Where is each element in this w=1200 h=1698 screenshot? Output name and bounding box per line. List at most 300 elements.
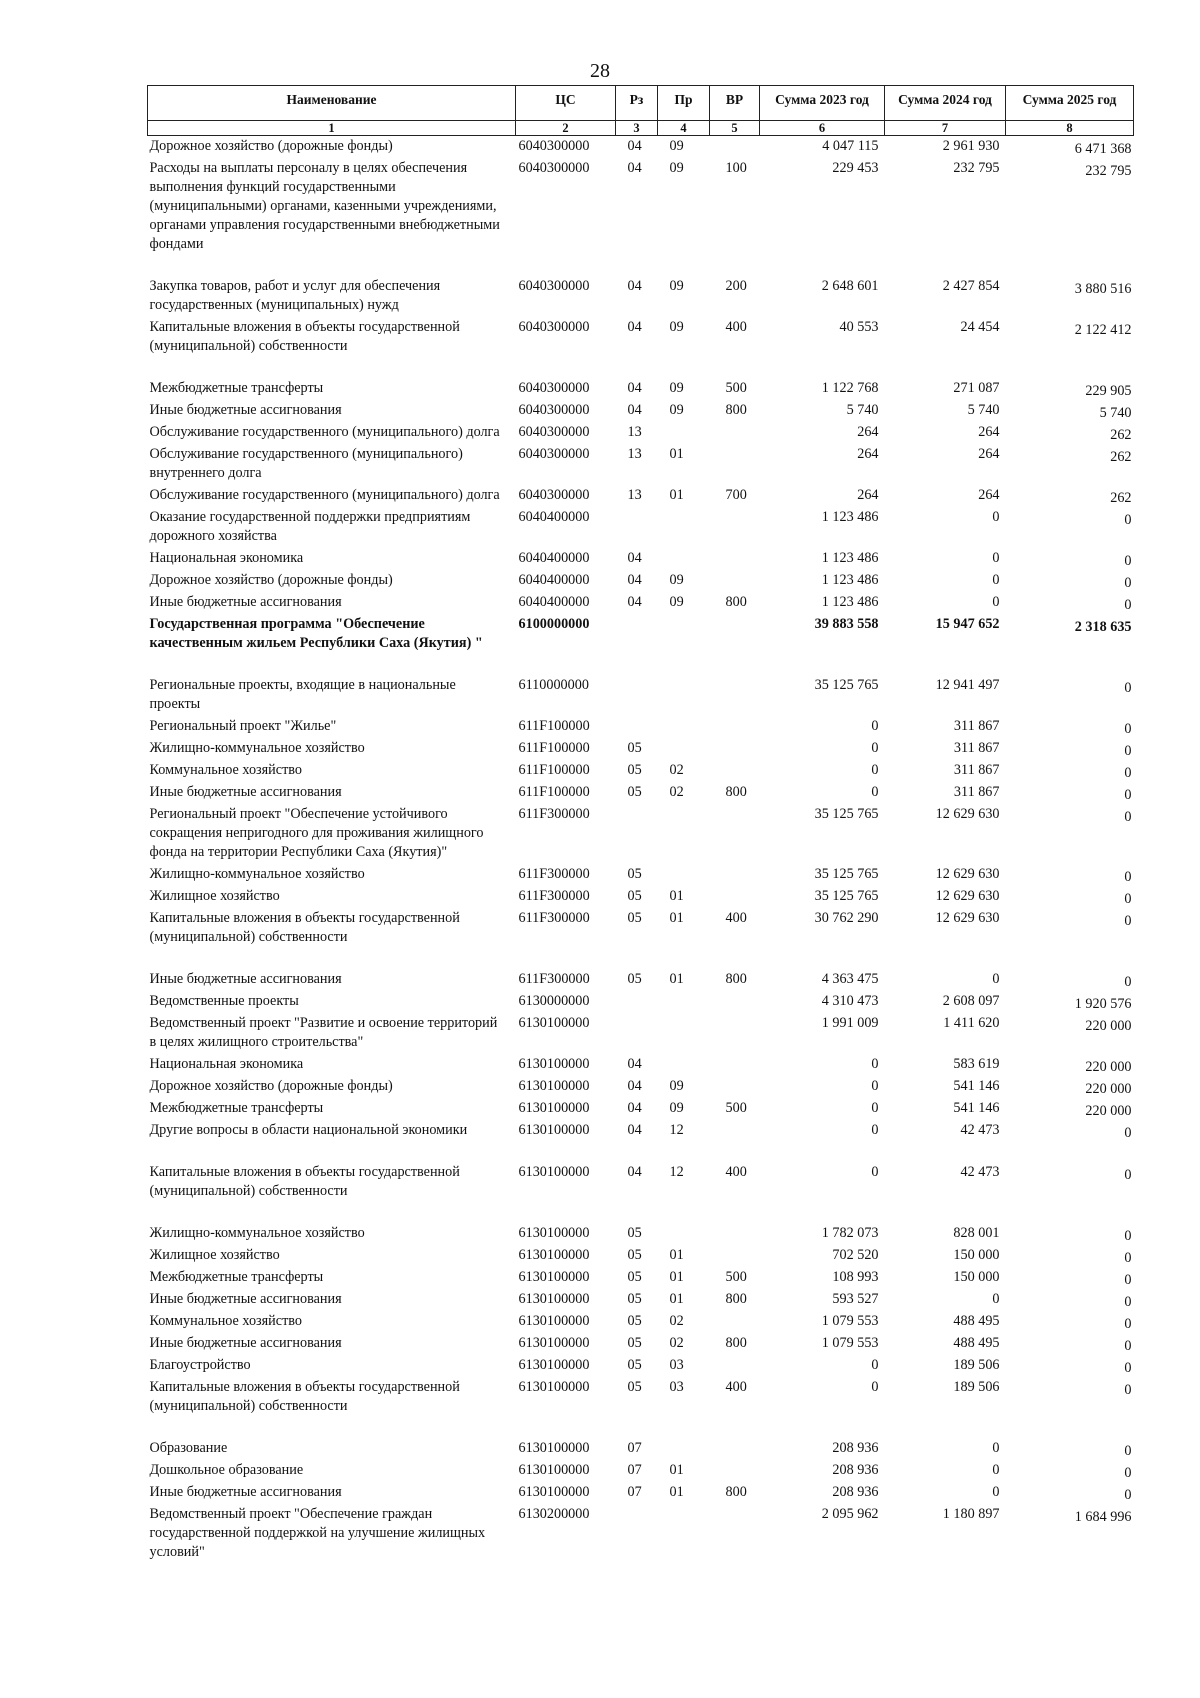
- row-cs: 6130100000: [518, 1462, 590, 1478]
- row-sum-2025: [1006, 969, 1134, 991]
- row-sum-2025-value: 0: [1124, 575, 1132, 591]
- row-cs: 6100000000: [518, 616, 590, 632]
- row-rz: 04: [627, 1100, 642, 1116]
- row-rz: [616, 1504, 658, 1564]
- row-cs: 611F100000: [518, 718, 590, 734]
- row-sum-2024: 12 629 630: [935, 910, 1000, 926]
- row-name: Жилищно-коммунальное хозяйство: [149, 740, 365, 756]
- table-row: [148, 548, 1134, 570]
- table-row: [148, 570, 1134, 592]
- row-rz: 05: [627, 1225, 642, 1241]
- row-sum-2023: 0: [871, 1357, 879, 1373]
- row-sum-2024: 264: [978, 446, 1000, 462]
- header-sum-2023: Сумма 2023 год: [760, 86, 885, 121]
- row-sum-2024: 12 629 630: [935, 888, 1000, 904]
- row-sum-2023: 40 553: [839, 319, 879, 335]
- row-sum-2025: [1006, 1311, 1134, 1333]
- row-sum-2025: [1006, 1504, 1134, 1564]
- row-cs: 611F300000: [518, 806, 590, 822]
- row-sum-2023: 108 993: [832, 1269, 879, 1285]
- row-rz: 05: [627, 784, 642, 800]
- table-row: [148, 507, 1134, 548]
- table-row: [148, 1504, 1134, 1564]
- row-name: Иные бюджетные ассигнования: [149, 594, 342, 610]
- row-sum-2025-value: 0: [1124, 1294, 1132, 1310]
- row-vr: 400: [725, 910, 747, 926]
- row-sum-2024: 12 629 630: [935, 806, 1000, 822]
- row-sum-2024: 0: [992, 550, 1000, 566]
- row-sum-2023: 0: [871, 718, 879, 734]
- table-row: [148, 1223, 1134, 1245]
- row-name: Региональный проект "Обеспечение устойчивого сокращения непригодного для проживания жилищного фонда на территории Республики Саха (Якутия)": [149, 806, 484, 860]
- row-pr: 03: [669, 1357, 684, 1373]
- row-rz: 05: [627, 910, 642, 926]
- row-sum-2023: 264: [857, 487, 879, 503]
- row-sum-2025: [1006, 991, 1134, 1013]
- row-sum-2025-value: 0: [1124, 680, 1132, 696]
- row-sum-2025: [1006, 1054, 1134, 1076]
- row-sum-2025-value: 262: [1110, 490, 1132, 506]
- row-rz: 05: [627, 1247, 642, 1263]
- table-row: [148, 592, 1134, 614]
- row-name: Региональный проект "Жилье": [149, 718, 337, 734]
- row-vr: [710, 738, 760, 760]
- row-sum-2025-value: 5 740: [1099, 405, 1132, 421]
- row-cs: 6130100000: [518, 1335, 590, 1351]
- row-vr: [710, 1460, 760, 1482]
- header-cs: ЦС: [516, 86, 616, 121]
- row-sum-2025: [1006, 1098, 1134, 1120]
- row-sum-2025-value: 0: [1124, 1272, 1132, 1288]
- table-row: [148, 908, 1134, 969]
- row-cs: 611F300000: [518, 971, 590, 987]
- row-sum-2024: 311 867: [953, 784, 1000, 800]
- row-sum-2024: 2 427 854: [942, 278, 1000, 294]
- row-rz: 05: [627, 866, 642, 882]
- row-vr: [710, 136, 760, 159]
- row-sum-2024: 2 608 097: [942, 993, 1000, 1009]
- row-cs: 611F100000: [518, 784, 590, 800]
- row-cs: 6130100000: [518, 1313, 590, 1329]
- row-name: Дошкольное образование: [149, 1462, 304, 1478]
- row-pr: [658, 1504, 710, 1564]
- row-sum-2025-value: 262: [1110, 449, 1132, 465]
- row-rz: [616, 675, 658, 716]
- row-vr: 500: [725, 1269, 747, 1285]
- row-vr: [710, 804, 760, 864]
- header-number: 8: [1006, 121, 1134, 136]
- row-name: Межбюджетные трансферты: [149, 1269, 324, 1285]
- row-cs: 6130100000: [518, 1225, 590, 1241]
- row-pr: [658, 1013, 710, 1054]
- row-sum-2025: [1006, 378, 1134, 400]
- row-pr: 12: [669, 1164, 684, 1180]
- row-cs: 6130100000: [518, 1015, 590, 1031]
- row-rz: [616, 804, 658, 864]
- row-sum-2025: [1006, 760, 1134, 782]
- row-pr: 09: [669, 160, 684, 176]
- row-vr: [710, 1013, 760, 1054]
- row-sum-2025-value: 0: [1124, 1167, 1132, 1183]
- row-name: Ведомственный проект "Обеспечение граждан государственной поддержкой на улучшение жилищных условий": [149, 1506, 486, 1560]
- row-rz: [616, 991, 658, 1013]
- row-name: Обслуживание государственного (муниципального) долга: [149, 487, 500, 503]
- row-name: Иные бюджетные ассигнования: [149, 1291, 342, 1307]
- row-sum-2023: 1 123 486: [821, 550, 879, 566]
- row-cs: 6130100000: [518, 1100, 590, 1116]
- row-rz: 04: [627, 402, 642, 418]
- row-vr: 200: [725, 278, 747, 294]
- row-name: Жилищное хозяйство: [149, 1247, 280, 1263]
- row-rz: 04: [627, 550, 642, 566]
- row-vr: 500: [725, 380, 747, 396]
- row-sum-2025-value: 3 880 516: [1074, 281, 1132, 297]
- row-cs: 6130100000: [518, 1440, 590, 1456]
- row-sum-2025: [1006, 782, 1134, 804]
- row-cs: 6130100000: [518, 1269, 590, 1285]
- table-row: [148, 969, 1134, 991]
- row-cs: 6110000000: [518, 677, 589, 693]
- row-name: Другие вопросы в области национальной экономики: [149, 1122, 468, 1138]
- row-sum-2024: 0: [992, 1484, 1000, 1500]
- row-sum-2025: [1006, 1438, 1134, 1460]
- table-row: [148, 444, 1134, 485]
- row-sum-2023: 0: [871, 1100, 879, 1116]
- row-sum-2025: [1006, 1162, 1134, 1223]
- row-sum-2025: [1006, 614, 1134, 675]
- table-row: [148, 1245, 1134, 1267]
- row-name: Жилищно-коммунальное хозяйство: [149, 1225, 365, 1241]
- table-row: [148, 886, 1134, 908]
- row-sum-2025: [1006, 1482, 1134, 1504]
- row-name: Оказание государственной поддержки предприятиям дорожного хозяйства: [149, 509, 471, 544]
- table-row: [148, 1333, 1134, 1355]
- row-vr: 800: [725, 402, 747, 418]
- row-sum-2025: [1006, 738, 1134, 760]
- row-cs: 6130200000: [518, 1506, 590, 1522]
- table-row: [148, 1460, 1134, 1482]
- row-sum-2024: 150 000: [953, 1269, 1000, 1285]
- table-row: [148, 400, 1134, 422]
- row-name: Региональные проекты, входящие в национальные проекты: [149, 677, 456, 712]
- row-rz: 04: [627, 1164, 642, 1180]
- row-sum-2023: 1 079 553: [821, 1335, 879, 1351]
- row-pr: [658, 422, 710, 444]
- row-sum-2023: 1 991 009: [821, 1015, 879, 1031]
- row-sum-2023: 1 123 486: [821, 594, 879, 610]
- row-name: Капитальные вложения в объекты государственной (муниципальной) собственности: [149, 1379, 460, 1414]
- row-sum-2023: 35 125 765: [814, 888, 879, 904]
- row-sum-2023: 4 047 115: [760, 136, 885, 159]
- row-cs: 611F100000: [518, 762, 590, 778]
- table-row: [148, 760, 1134, 782]
- row-sum-2025: [1006, 886, 1134, 908]
- table-row: [148, 614, 1134, 675]
- row-vr: [710, 886, 760, 908]
- row-sum-2023: 208 936: [832, 1440, 879, 1456]
- row-sum-2025: [1006, 444, 1134, 485]
- row-sum-2023: 229 453: [832, 160, 879, 176]
- table-row: [148, 1355, 1134, 1377]
- row-cs: 6040400000: [518, 550, 590, 566]
- row-vr: 800: [725, 971, 747, 987]
- row-sum-2025: [1006, 485, 1134, 507]
- row-pr: 09: [669, 1078, 684, 1094]
- row-name: Дорожное хозяйство (дорожные фонды): [149, 572, 393, 588]
- row-name: Коммунальное хозяйство: [149, 762, 302, 778]
- row-pr: 09: [669, 1100, 684, 1116]
- row-cs: 6040300000: [518, 446, 590, 462]
- row-name: Национальная экономика: [149, 550, 304, 566]
- row-sum-2025-value: 0: [1124, 913, 1132, 929]
- row-pr: 01: [669, 1269, 684, 1285]
- row-sum-2024: 150 000: [953, 1247, 1000, 1263]
- header-name: Наименование: [148, 86, 516, 121]
- row-sum-2025-value: 0: [1124, 1382, 1132, 1398]
- row-name: Ведомственный проект "Развитие и освоение территорий в целях жилищного строительства": [149, 1015, 498, 1050]
- row-sum-2023: 264: [857, 446, 879, 462]
- row-vr: [710, 1245, 760, 1267]
- row-vr: 100: [725, 160, 747, 176]
- row-name: Капитальные вложения в объекты государственной (муниципальной) собственности: [149, 1164, 460, 1199]
- row-rz: 04: [627, 160, 642, 176]
- row-rz: 05: [627, 1313, 642, 1329]
- row-sum-2025: [1006, 716, 1134, 738]
- row-cs: 6040300000: [518, 319, 590, 335]
- row-sum-2025: [1006, 136, 1134, 159]
- row-sum-2024: 583 619: [953, 1056, 1000, 1072]
- row-pr: [658, 507, 710, 548]
- row-sum-2024: 541 146: [953, 1078, 1000, 1094]
- row-pr: 01: [669, 888, 684, 904]
- row-vr: [710, 548, 760, 570]
- row-rz: 07: [627, 1440, 642, 1456]
- row-sum-2025-value: 0: [1124, 809, 1132, 825]
- row-sum-2023: 1 123 486: [821, 572, 879, 588]
- row-vr: [710, 422, 760, 444]
- row-sum-2024: 0: [992, 1462, 1000, 1478]
- row-vr: [710, 991, 760, 1013]
- row-sum-2025-value: 0: [1124, 1250, 1132, 1266]
- row-cs: 611F300000: [518, 866, 590, 882]
- table-header: [148, 86, 1134, 136]
- row-vr: [710, 716, 760, 738]
- row-sum-2023: 30 762 290: [814, 910, 879, 926]
- row-vr: [710, 675, 760, 716]
- table-row: [148, 864, 1134, 886]
- row-sum-2023: 0: [871, 740, 879, 756]
- row-rz: 04: [627, 572, 642, 588]
- row-pr: 02: [669, 784, 684, 800]
- row-vr: 800: [725, 784, 747, 800]
- row-sum-2025-value: 0: [1124, 891, 1132, 907]
- row-sum-2024: 5 740: [967, 402, 1000, 418]
- row-sum-2024: 264: [978, 487, 1000, 503]
- row-sum-2024: 311 867: [953, 740, 1000, 756]
- row-name: Жилищное хозяйство: [149, 888, 280, 904]
- row-pr: 02: [669, 762, 684, 778]
- table-row: [148, 1120, 1134, 1162]
- row-name: Иные бюджетные ассигнования: [149, 1335, 342, 1351]
- row-sum-2023: 1 123 486: [821, 509, 879, 525]
- row-sum-2025: [1006, 1223, 1134, 1245]
- row-vr: [710, 570, 760, 592]
- row-name: Межбюджетные трансферты: [149, 380, 324, 396]
- header-vr: ВР: [710, 86, 760, 121]
- row-sum-2023: 593 527: [832, 1291, 879, 1307]
- row-pr: [658, 1054, 710, 1076]
- header-number: 7: [885, 121, 1006, 136]
- row-sum-2025: [1006, 675, 1134, 716]
- row-sum-2025: [1006, 1460, 1134, 1482]
- row-pr: 01: [669, 1462, 684, 1478]
- row-pr: 09: [669, 380, 684, 396]
- row-pr: [658, 804, 710, 864]
- row-sum-2025-value: 0: [1124, 597, 1132, 613]
- header-pr: Пр: [658, 86, 710, 121]
- row-pr: 01: [669, 487, 684, 503]
- table-row: [148, 1482, 1134, 1504]
- row-rz: 05: [627, 1379, 642, 1395]
- row-sum-2024: 1 411 620: [943, 1015, 1000, 1031]
- row-sum-2023: 0: [871, 1078, 879, 1094]
- row-rz: 13: [627, 424, 642, 440]
- row-sum-2024: 0: [992, 572, 1000, 588]
- row-rz: 05: [627, 1335, 642, 1351]
- row-rz: 05: [627, 762, 642, 778]
- header-number: 5: [710, 121, 760, 136]
- row-rz: 05: [627, 1357, 642, 1373]
- row-name: Капитальные вложения в объекты государственной (муниципальной) собственности: [149, 319, 460, 354]
- row-sum-2023: 702 520: [832, 1247, 879, 1263]
- row-sum-2024: 15 947 652: [935, 616, 1000, 632]
- table-row: [148, 1162, 1134, 1223]
- table-row: [148, 158, 1134, 276]
- row-cs: 6130100000: [518, 1357, 590, 1373]
- row-vr: 400: [725, 319, 747, 335]
- row-vr: [710, 614, 760, 675]
- row-name: Иные бюджетные ассигнования: [149, 402, 342, 418]
- row-pr: 09: [669, 319, 684, 335]
- row-sum-2025-value: 0: [1124, 1465, 1132, 1481]
- row-cs: 6040400000: [518, 509, 590, 525]
- row-cs: 6130100000: [518, 1164, 590, 1180]
- header-sum-2025: Сумма 2025 год: [1006, 86, 1134, 121]
- row-pr: 09: [669, 278, 684, 294]
- row-sum-2023: 39 883 558: [814, 616, 879, 632]
- row-name: Образование: [149, 1440, 228, 1456]
- header-number: 1: [148, 121, 516, 136]
- table-row: [148, 1076, 1134, 1098]
- page-number: 28: [590, 60, 610, 82]
- row-sum-2023: 0: [871, 762, 879, 778]
- table-row: [148, 136, 1134, 159]
- row-sum-2025-value: 0: [1124, 787, 1132, 803]
- row-rz: 13: [627, 487, 642, 503]
- row-vr: 800: [725, 1291, 747, 1307]
- row-pr: 01: [669, 1291, 684, 1307]
- row-name: Дорожное хозяйство (дорожные фонды): [148, 136, 516, 159]
- row-name: Иные бюджетные ассигнования: [149, 971, 342, 987]
- row-sum-2025-value: 0: [1124, 1316, 1132, 1332]
- row-sum-2023: 264: [857, 424, 879, 440]
- row-vr: 400: [725, 1379, 747, 1395]
- row-sum-2023: 0: [871, 1379, 879, 1395]
- row-sum-2024: 488 495: [953, 1313, 1000, 1329]
- row-sum-2025-value: 262: [1110, 427, 1132, 443]
- row-cs: 6130100000: [518, 1122, 590, 1138]
- header-number: 3: [616, 121, 658, 136]
- row-sum-2023: 1 782 073: [821, 1225, 879, 1241]
- row-name: Жилищно-коммунальное хозяйство: [149, 866, 365, 882]
- table-row: [148, 804, 1134, 864]
- row-pr: [658, 864, 710, 886]
- row-sum-2024: 42 473: [960, 1164, 1000, 1180]
- row-rz: 04: [627, 278, 642, 294]
- row-vr: 700: [725, 487, 747, 503]
- table-row: [148, 716, 1134, 738]
- row-pr: [658, 1438, 710, 1460]
- budget-table: [147, 85, 1134, 1564]
- row-rz: [616, 614, 658, 675]
- row-sum-2023: 2 095 962: [821, 1506, 879, 1522]
- row-cs: 6040400000: [518, 572, 590, 588]
- row-name: Иные бюджетные ассигнования: [149, 1484, 342, 1500]
- row-pr: [658, 548, 710, 570]
- row-sum-2024: 0: [992, 594, 1000, 610]
- row-name: Расходы на выплаты персоналу в целях обеспечения выполнения функций государственными (муниципальными) органами, казенными учреждениями, органами управления государственными внебюджетными фондами: [149, 160, 500, 252]
- row-cs: 6040300000: [518, 402, 590, 418]
- row-sum-2025: [1006, 908, 1134, 969]
- row-sum-2024: 1 180 897: [942, 1506, 1000, 1522]
- header-number: 4: [658, 121, 710, 136]
- row-sum-2024: 189 506: [953, 1357, 1000, 1373]
- row-name: Государственная программа "Обеспечение качественным жильем Республики Саха (Якутия) ": [149, 616, 483, 651]
- row-sum-2023: 0: [871, 784, 879, 800]
- row-pr: 01: [669, 1484, 684, 1500]
- row-sum-2025-value: 6 471 368: [1074, 141, 1132, 157]
- row-name: Национальная экономика: [149, 1056, 304, 1072]
- row-cs: 6130100000: [518, 1484, 590, 1500]
- row-sum-2025: [1006, 317, 1134, 378]
- row-vr: [710, 864, 760, 886]
- row-sum-2024: 541 146: [953, 1100, 1000, 1116]
- row-vr: [710, 760, 760, 782]
- row-rz: 04: [627, 1122, 642, 1138]
- row-name: Капитальные вложения в объекты государственной (муниципальной) собственности: [149, 910, 460, 945]
- row-sum-2025: [1006, 422, 1134, 444]
- table-row: [148, 378, 1134, 400]
- row-pr: [658, 991, 710, 1013]
- row-name: Дорожное хозяйство (дорожные фонды): [149, 1078, 393, 1094]
- row-pr: [658, 738, 710, 760]
- row-sum-2025: [1006, 1289, 1134, 1311]
- row-name: Ведомственные проекты: [149, 993, 299, 1009]
- table-row: [148, 1054, 1134, 1076]
- row-cs: 6040300000: [518, 424, 590, 440]
- row-vr: [710, 1438, 760, 1460]
- header-rz: Рз: [616, 86, 658, 121]
- row-sum-2025-value: 0: [1124, 869, 1132, 885]
- row-sum-2025-value: 0: [1124, 1338, 1132, 1354]
- row-rz: 07: [627, 1484, 642, 1500]
- row-sum-2024: 24 454: [960, 319, 1000, 335]
- row-rz: 05: [627, 740, 642, 756]
- row-vr: 800: [725, 1335, 747, 1351]
- row-vr: [710, 1504, 760, 1564]
- row-rz: 04: [627, 380, 642, 396]
- row-sum-2025-value: 220 000: [1085, 1081, 1132, 1097]
